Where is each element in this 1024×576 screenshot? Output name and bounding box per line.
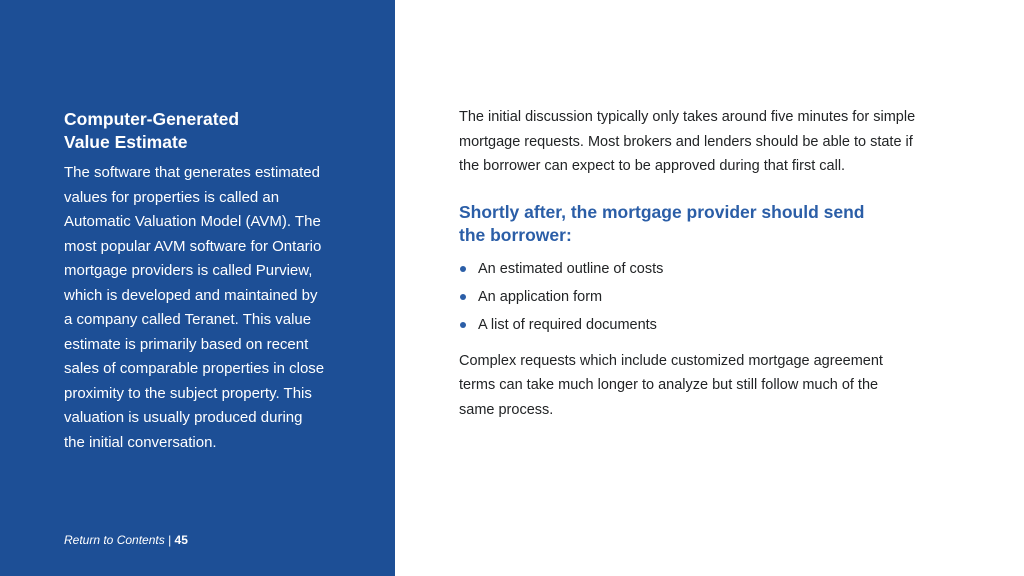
list-item-text: An application form (478, 288, 603, 305)
sidebar-body-line: Automatic Valuation Model (AVM). The (64, 213, 321, 230)
intro-line: mortgage requests. Most brokers and lenders should be able to state if (459, 133, 913, 150)
sidebar-panel (0, 0, 395, 576)
closing-line: terms can take much longer to analyze but still follow much of the (459, 377, 879, 393)
intro-line: The initial discussion typically only takes around five minutes for simple (459, 109, 916, 125)
list-item (459, 283, 979, 311)
sidebar-heading-line: Value Estimate (64, 132, 188, 152)
closing-paragraph (459, 349, 979, 423)
sidebar-body-line: estimate is primarily based on recent (64, 335, 309, 353)
sidebar-body-line: which is developed and maintained by (64, 286, 318, 304)
return-to-contents-link[interactable]: Return to Contents (64, 533, 165, 547)
sidebar-body-line: valuation is usually produced during (64, 409, 303, 426)
footer-separator: | (168, 533, 172, 547)
sidebar-body-line: a company called Teranet. This value (64, 311, 312, 328)
sidebar-heading-line: Computer-Generated (64, 109, 240, 129)
page-footer (64, 532, 188, 548)
sidebar-body-line: The software that generates estimated (64, 164, 320, 181)
section-subheading (459, 201, 979, 247)
sidebar-body-text (64, 161, 364, 455)
list-item-text: A list of required documents (478, 316, 657, 333)
closing-line: same process. (459, 401, 554, 418)
sidebar-body-line: most popular AVM software for Ontario (64, 237, 322, 255)
intro-paragraph (459, 105, 979, 179)
sidebar-body-line: proximity to the subject property. This (64, 384, 312, 402)
list-item-text: An estimated outline of costs (478, 260, 664, 277)
sidebar-heading (64, 108, 364, 154)
bullet-dot-icon (460, 294, 466, 300)
main-content (459, 105, 979, 422)
sidebar-body-line: mortgage providers is called Purview, (64, 262, 313, 279)
sidebar-body-line: values for properties is called an (64, 188, 280, 206)
sidebar-body-line: sales of comparable properties in close (64, 360, 325, 377)
subheading-line: Shortly after, the mortgage provider should send (459, 201, 865, 222)
page-number: 45 (174, 533, 188, 547)
subheading-line: the borrower: (459, 224, 572, 245)
sidebar-body-line: the initial conversation. (64, 433, 217, 451)
intro-line: the borrower can expect to be approved during that first call. (459, 158, 846, 174)
list-item (459, 255, 979, 283)
closing-line: Complex requests which include customized mortgage agreement (459, 352, 883, 369)
bullet-dot-icon (460, 266, 466, 272)
bullet-dot-icon (460, 322, 466, 328)
bullet-list (459, 255, 979, 339)
list-item (459, 311, 979, 339)
